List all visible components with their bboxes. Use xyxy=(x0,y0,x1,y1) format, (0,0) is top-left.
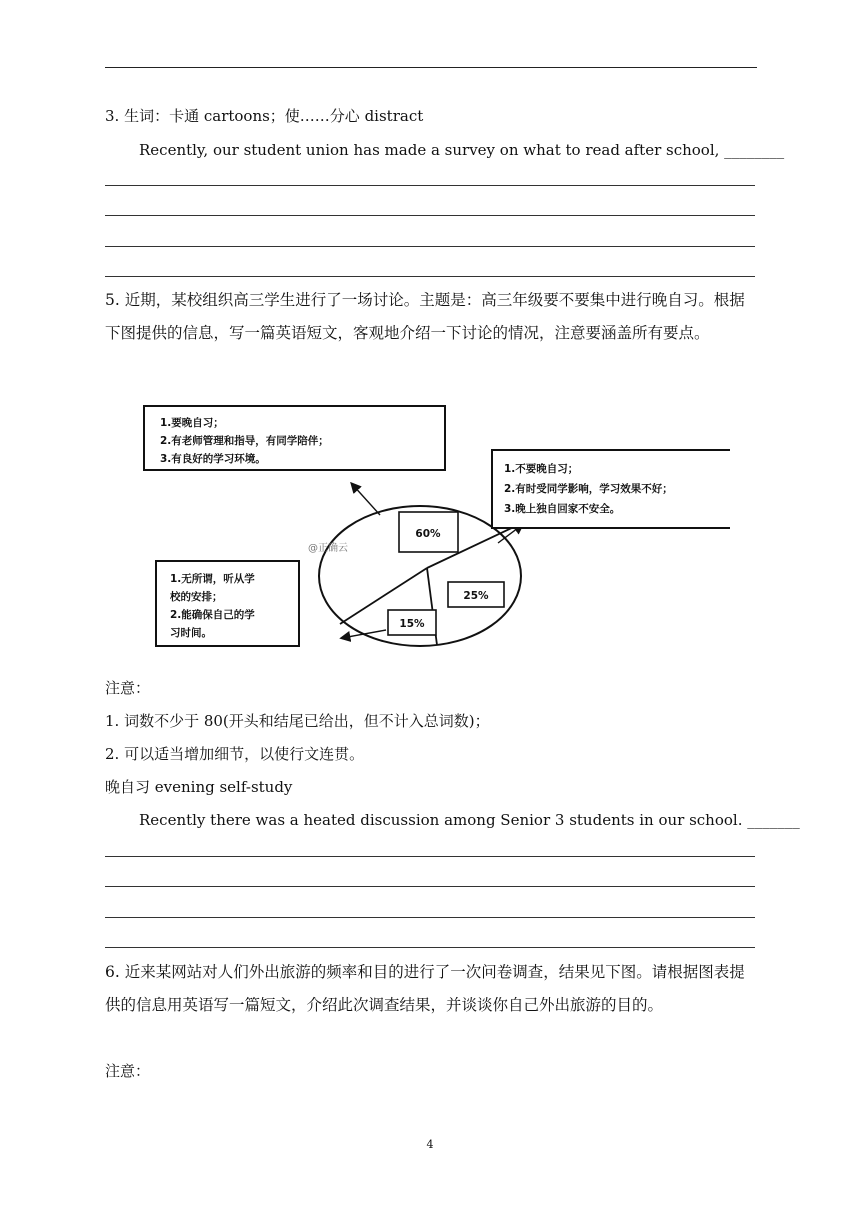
answer-line xyxy=(105,856,755,857)
answer-line xyxy=(105,185,755,186)
q5-note-2: 2. 可以适当增加细节，以使行文连贯。 xyxy=(105,745,365,763)
pct-25-label: 25% xyxy=(463,590,489,602)
box-right-line-2: 2.有时受同学影响，学习效果不好； xyxy=(504,483,673,495)
q5-vocab: 晚自习 evening self-study xyxy=(105,778,293,796)
watermark: @正确云 xyxy=(308,543,348,554)
answer-line xyxy=(105,246,755,247)
q6-notes-title: 注意： xyxy=(105,1062,151,1080)
pct-15-label: 15% xyxy=(399,618,425,630)
pct-60-label: 60% xyxy=(415,528,441,540)
answer-line xyxy=(105,947,755,948)
answer-line xyxy=(105,886,755,887)
box-left-line-3: 3.有良好的学习环境。 xyxy=(160,453,266,465)
box-left-line-2: 2.有老师管理和指导，有同学陪伴； xyxy=(160,435,329,447)
box-bottom-line-4: 习时间。 xyxy=(170,627,212,639)
arrow-up-left xyxy=(352,484,380,515)
q5-prompt: 5. 近期，某校组织高三学生进行了一场讨论。主题是：高三年级要不要集中进行晚自习。根据下图提供的信息，写一篇英语短文，客观地介绍一下讨论的情况，注意要涵盖所有要点。 xyxy=(105,291,745,342)
answer-line xyxy=(105,215,755,216)
box-right-line-3: 3.晚上独自回家不安全。 xyxy=(504,503,621,515)
q5-notes-title: 注意： xyxy=(105,679,151,697)
q3-heading: 3. 生词：卡通 cartoons；使……分心 distract xyxy=(105,107,424,125)
q5-start-sentence: Recently there was a heated discussion among Senior 3 students in our school. _______ xyxy=(139,811,800,829)
box-right-line-1: 1.不要晚自习； xyxy=(504,463,579,475)
answer-line xyxy=(105,917,755,918)
answer-line xyxy=(105,276,755,277)
q5-note-1: 1. 词数不少于 80(开头和结尾已给出，但不计入总词数)； xyxy=(105,712,490,730)
box-bottom-line-2: 校的安排； xyxy=(170,591,223,603)
q3-start-sentence: Recently, our student union has made a survey on what to read after school, ________ xyxy=(139,141,785,159)
box-bottom-line-1: 1.无所谓，听从学 xyxy=(170,573,255,585)
page-number: 4 xyxy=(426,1138,434,1151)
discussion-figure xyxy=(130,398,730,660)
box-left-line-1: 1.要晚自习； xyxy=(160,417,224,429)
arrow-left xyxy=(342,630,386,638)
q6-prompt: 6. 近来某网站对人们外出旅游的频率和目的进行了一次问卷调查，结果见下图。请根据图表提供的信息用英语写一篇短文，介绍此次调查结果，并谈谈你自己外出旅游的目的。 xyxy=(105,963,745,1014)
box-bottom-line-3: 2.能确保自己的学 xyxy=(170,609,255,621)
header-rule xyxy=(105,67,757,68)
